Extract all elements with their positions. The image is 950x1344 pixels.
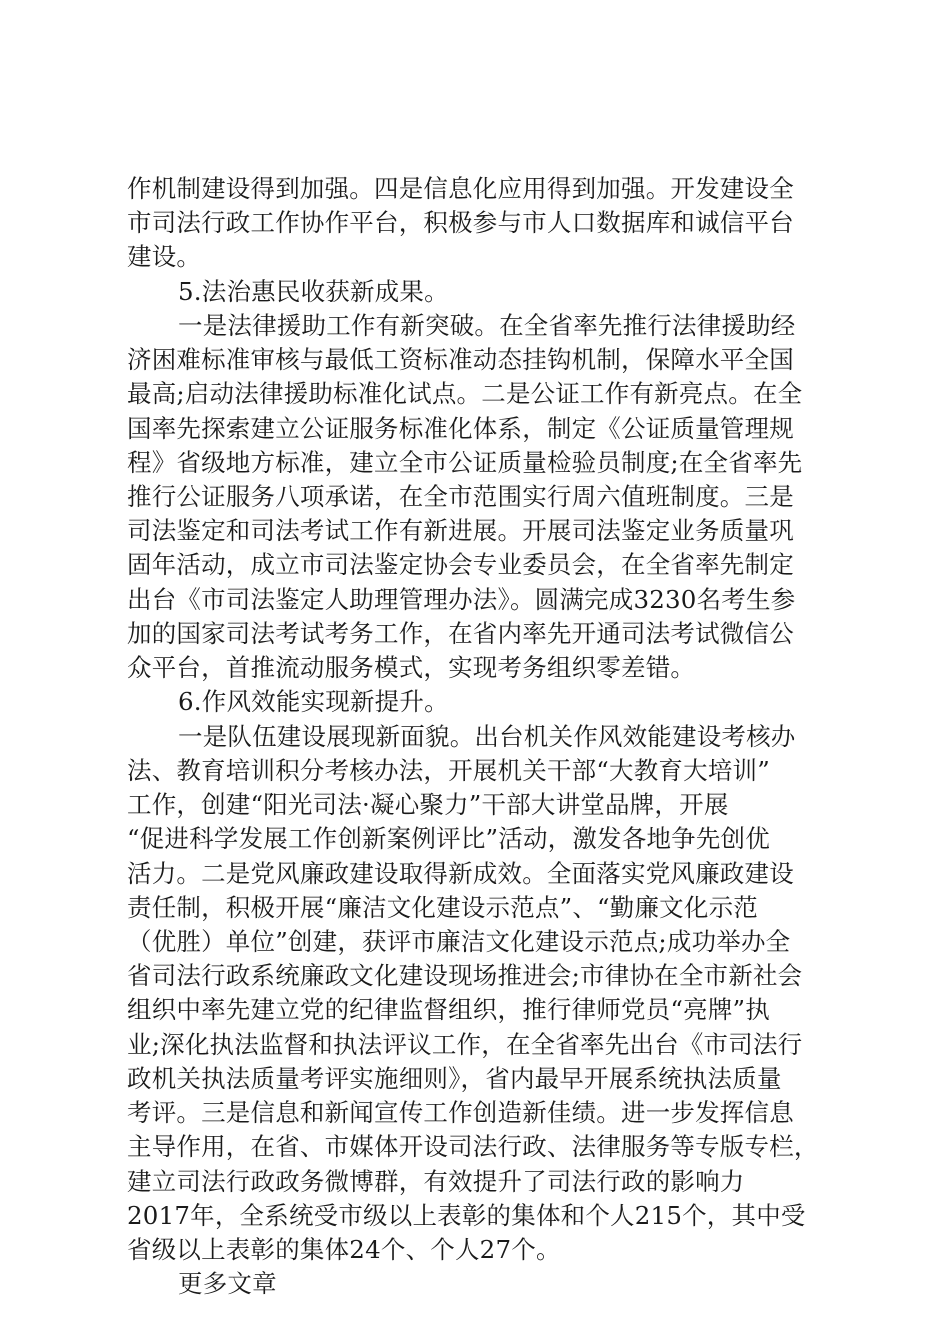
text-line: 政机关执法质量考评实施细则》，省内最早开展系统执法质量	[127, 1064, 782, 1093]
text-line: 主导作用，在省、市媒体开设司法行政、法律服务等专版专栏，	[127, 1132, 819, 1161]
text-line: 济困难标准审核与最低工资标准动态挂钩机制，保障水平全国	[127, 345, 794, 374]
paragraph-start: 一是法律援助工作有新突破。在全省率先推行法律援助经	[178, 311, 796, 340]
text-line: 众平台，首推流动服务模式，实现考务组织零差错。	[127, 653, 696, 682]
text-line: 国率先探索建立公证服务标准化体系，制定《公证质量管理规	[127, 414, 794, 443]
text-line: （优胜）单位”创建，获评市廉洁文化建设示范点;成功举办全	[127, 927, 791, 956]
text-line: 活力。二是党风廉政建设取得新成效。全面落实党风廉政建设	[127, 859, 794, 888]
text-line: 最高;启动法律援助标准化试点。二是公证工作有新亮点。在全	[127, 379, 803, 408]
text-line: “促进科学发展工作创新案例评比”活动，激发各地争先创优	[127, 824, 770, 853]
text-line: 组织中率先建立党的纪律监督组织，推行律师党员“亮牌”执	[127, 995, 770, 1024]
text-line: 程》省级地方标准，建立全市公证质量检验员制度;在全省率先	[127, 448, 803, 477]
text-line: 责任制，积极开展“廉洁文化建设示范点”、“勤廉文化示范	[127, 893, 758, 922]
text-line: 建立司法行政政务微博群，有效提升了司法行政的影响力	[127, 1167, 745, 1196]
section-heading: 5.法治惠民收获新成果。	[178, 277, 449, 306]
text-line: 工作，创建“阳光司法·凝心聚力”干部大讲堂品牌，开展	[127, 790, 729, 819]
more-articles-link[interactable]: 更多文章	[178, 1269, 277, 1298]
text-line: 业;深化执法监督和执法评议工作，在全省率先出台《市司法行	[127, 1030, 803, 1059]
text-line: 司法鉴定和司法考试工作有新进展。开展司法鉴定业务质量巩	[127, 516, 794, 545]
text-line: 法、教育培训积分考核办法，开展机关干部“大教育大培训”	[127, 756, 770, 785]
text-line: 推行公证服务八项承诺，在全市范围实行周六值班制度。三是	[127, 482, 794, 511]
text-line: 作机制建设得到加强。四是信息化应用得到加强。开发建设全	[127, 174, 794, 203]
text-line: 省级以上表彰的集体24个、个人27个。	[127, 1235, 561, 1264]
section-heading: 6.作风效能实现新提升。	[178, 687, 449, 716]
text-line: 建设。	[127, 242, 202, 271]
text-line: 加的国家司法考试考务工作，在省内率先开通司法考试微信公	[127, 619, 794, 648]
paragraph-start: 一是队伍建设展现新面貌。出台机关作风效能建设考核办	[178, 722, 796, 751]
text-line: 固年活动，成立市司法鉴定协会专业委员会，在全省率先制定	[127, 550, 794, 579]
text-line: 出台《市司法鉴定人助理管理办法》。圆满完成3230名考生参	[127, 585, 796, 614]
text-line: 省司法行政系统廉政文化建设现场推进会;市律协在全市新社会	[127, 961, 803, 990]
text-line: 市司法行政工作协作平台，积极参与市人口数据库和诚信平台	[127, 208, 794, 237]
text-line: 2017年，全系统受市级以上表彰的集体和个人215个，其中受	[127, 1201, 806, 1230]
text-line: 考评。三是信息和新闻宣传工作创造新佳绩。进一步发挥信息	[127, 1098, 794, 1127]
